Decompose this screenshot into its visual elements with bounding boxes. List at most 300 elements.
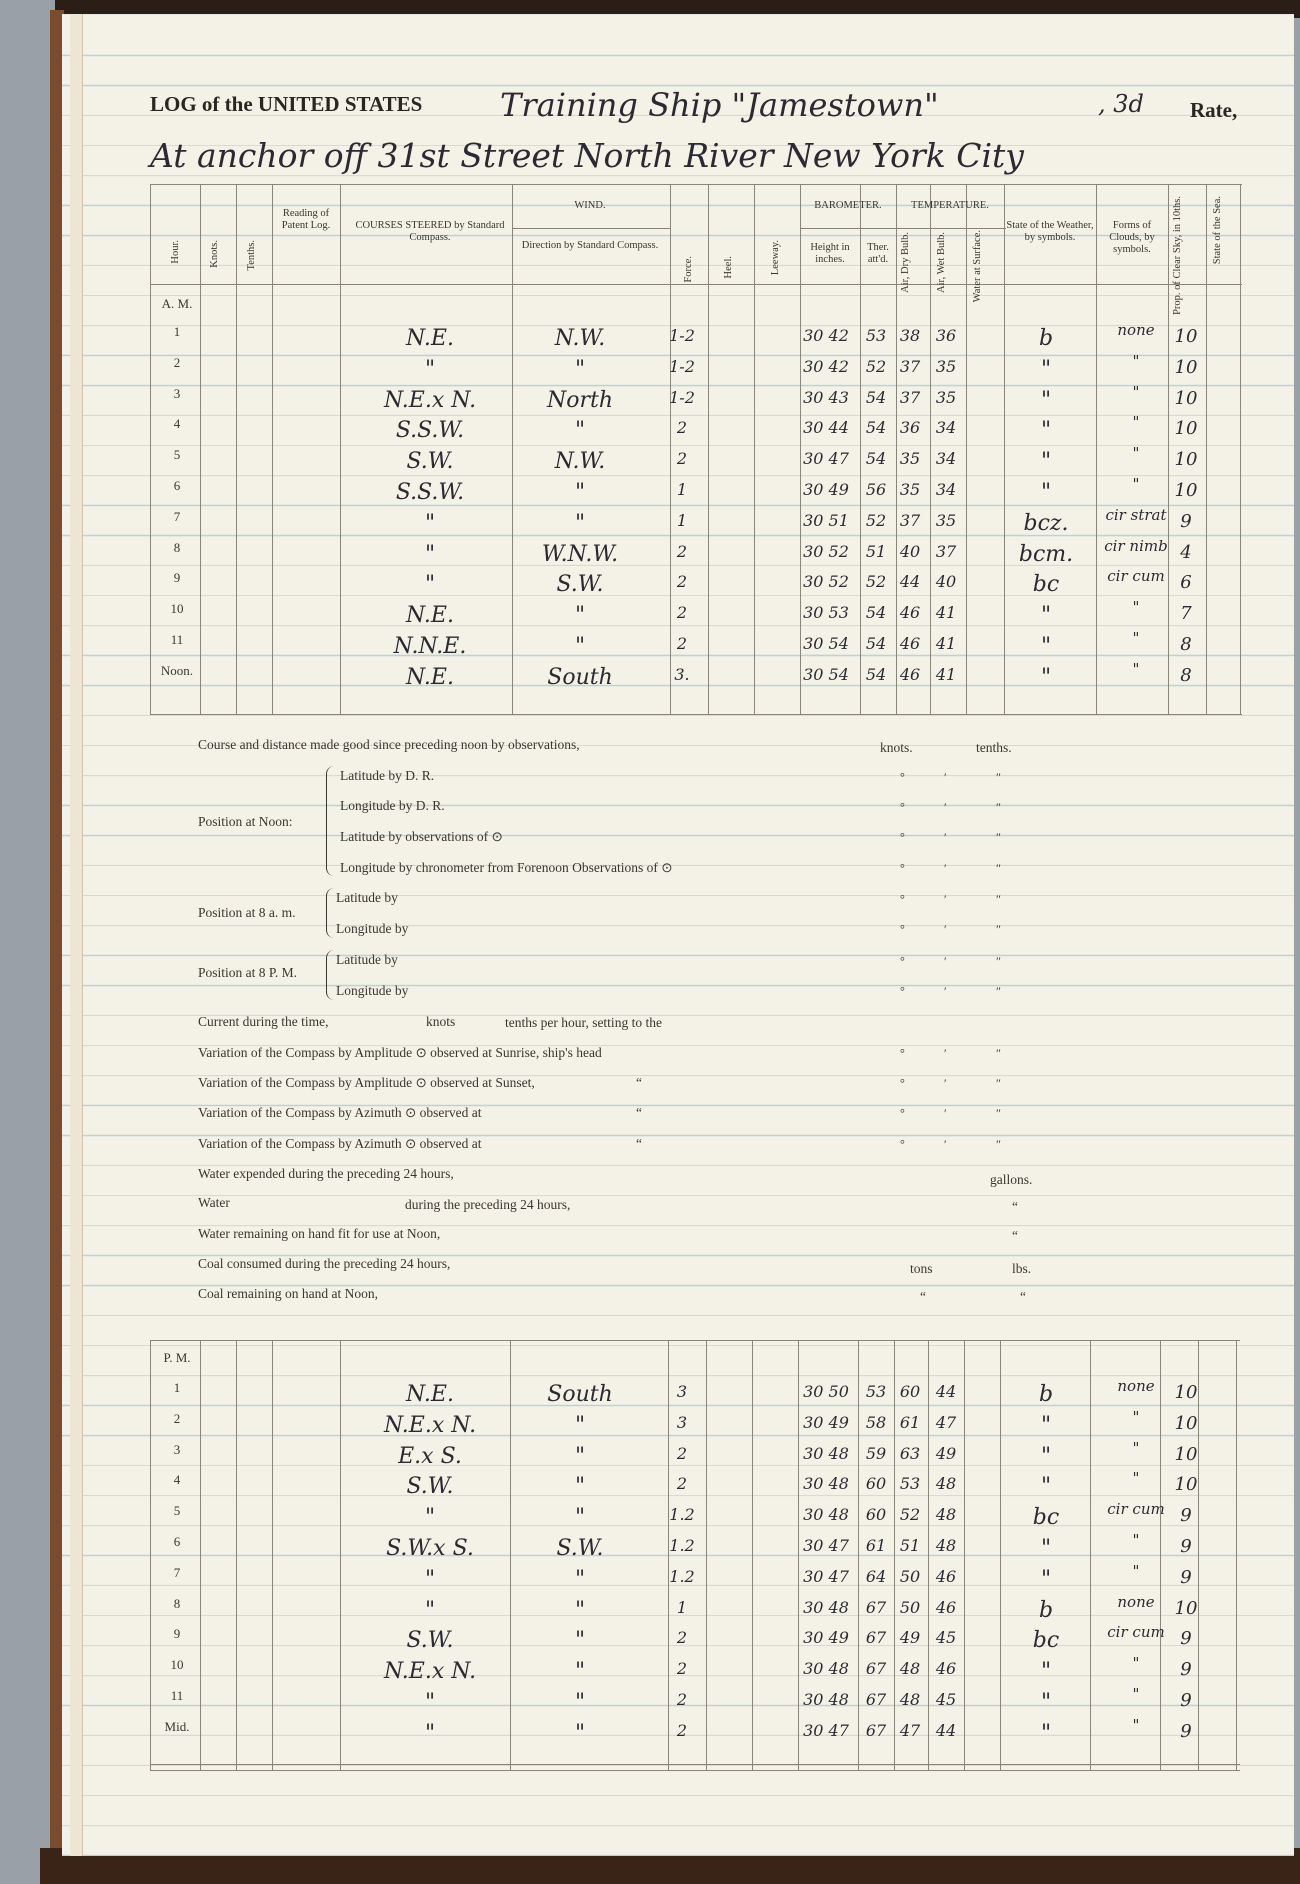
table-rule	[150, 184, 1242, 185]
hour-cell: 8	[173, 1595, 181, 1611]
course-cell: "	[424, 1720, 436, 1746]
wind-cell: "	[574, 1659, 586, 1685]
wind-cell: "	[574, 356, 586, 382]
ditto-mark: “	[920, 1289, 926, 1304]
clear-cell: 10	[1174, 1474, 1198, 1496]
wet-cell: 47	[935, 1412, 957, 1432]
col-temperature: TEMPERATURE.	[911, 200, 989, 211]
position-8pm-label: Position at 8 P. M.	[198, 965, 298, 980]
hour-cell: 3	[173, 385, 181, 401]
height-cell: 30 47	[803, 1536, 849, 1555]
height-cell: 30 54	[803, 634, 849, 653]
col-wind: WIND.	[574, 200, 606, 211]
coordinate-mark: ′	[944, 861, 947, 875]
weather-cell: b	[1038, 1382, 1054, 1407]
water-expended-label: Water expended during the preceding 24 hours,	[198, 1166, 454, 1181]
weather-cell: "	[1040, 1536, 1052, 1561]
clouds-cell: "	[1132, 1438, 1140, 1457]
course-cell: N.E.	[406, 664, 454, 690]
course-cell: N.E.	[406, 326, 454, 351]
dry-cell: 50	[899, 1566, 921, 1586]
clouds-cell: "	[1132, 1407, 1140, 1426]
var-sunset-label: Variation of the Compass by Amplitude ⊙ observed at Sunset,	[198, 1075, 535, 1090]
dry-cell: 51	[899, 1536, 921, 1555]
pm-row	[0, 1532, 1300, 1562]
am-row	[0, 599, 1300, 629]
dry-cell: 46	[899, 603, 921, 623]
clouds-cell: "	[1132, 1531, 1140, 1549]
coordinate-mark: ″	[996, 830, 1001, 844]
am-row	[0, 538, 1300, 568]
ditto-mark: “	[636, 1136, 642, 1151]
coordinate-mark: °	[900, 1076, 905, 1090]
table-rule	[150, 1340, 1240, 1341]
coordinate-mark: ″	[996, 984, 1001, 998]
col-heel: Heel.	[723, 256, 734, 279]
dry-cell: 46	[899, 634, 921, 653]
clear-cell: 10	[1174, 1597, 1198, 1619]
coordinate-mark: ′	[944, 770, 947, 784]
wet-cell: 35	[935, 387, 957, 407]
course-cell: S.W.	[406, 1474, 454, 1500]
pm-row	[0, 1501, 1300, 1531]
pm-row	[0, 1655, 1300, 1685]
height-cell: 30 47	[803, 1720, 849, 1740]
force-cell: 2	[676, 1690, 688, 1709]
hour-cell: 9	[173, 570, 181, 586]
wet-cell: 34	[935, 480, 957, 499]
weather-cell: bcz.	[1023, 510, 1069, 536]
col-dry-bulb: Air, Dry Bulb.	[900, 232, 911, 293]
force-cell: 1.2	[669, 1536, 695, 1555]
height-cell: 30 54	[803, 664, 849, 684]
wet-cell: 41	[935, 603, 957, 623]
dry-cell: 35	[899, 449, 921, 469]
hour-cell: 10	[170, 601, 184, 617]
hour-cell: 4	[173, 416, 181, 432]
clear-cell: 8	[1180, 664, 1192, 686]
course-cell: S.W.	[406, 449, 454, 475]
coordinate-mark: ′	[944, 830, 947, 844]
am-row	[0, 507, 1300, 537]
height-cell: 30 47	[803, 1566, 849, 1586]
height-cell: 30 53	[803, 603, 849, 623]
ther-cell: 60	[865, 1505, 887, 1525]
weather-cell: bc	[1032, 1505, 1060, 1531]
weather-cell: "	[1040, 1659, 1052, 1685]
weather-cell: "	[1040, 356, 1052, 382]
course-cell: N.E.x N.	[383, 1659, 477, 1685]
hour-cell: Noon.	[160, 662, 194, 678]
wet-cell: 44	[935, 1382, 957, 1401]
coordinate-mark: °	[900, 830, 905, 844]
pm-row	[0, 1409, 1300, 1439]
current-knots-label: knots	[426, 1014, 456, 1029]
water-label: Water	[198, 1195, 230, 1210]
hour-cell: 5	[173, 447, 181, 463]
weather-cell: bcm.	[1018, 541, 1074, 567]
wet-cell: 44	[935, 1720, 957, 1740]
col-wind-direction: Direction by Standard Compass.	[521, 240, 659, 251]
ther-cell: 53	[865, 326, 887, 345]
clear-cell: 7	[1180, 603, 1192, 625]
clouds-cell: "	[1132, 475, 1140, 493]
ditto-mark: “	[1020, 1289, 1026, 1304]
col-patent-log: Reading of Patent Log.	[281, 208, 331, 231]
am-row	[0, 353, 1300, 383]
force-cell: 1	[676, 480, 688, 499]
weather-cell: "	[1040, 1566, 1052, 1592]
coordinate-mark: ″	[996, 770, 1001, 784]
wet-cell: 40	[935, 572, 957, 592]
coordinate-mark: ″	[996, 1046, 1001, 1060]
course-cell: N.E.	[406, 1382, 454, 1407]
dry-cell: 36	[899, 418, 921, 438]
am8-brace	[326, 888, 335, 938]
coordinate-mark: ″	[996, 892, 1001, 906]
pm-row	[0, 1563, 1300, 1593]
col-sea: State of the Sea.	[1212, 196, 1223, 265]
force-cell: 2	[676, 541, 688, 561]
wind-cell: South	[547, 1382, 613, 1407]
wet-cell: 48	[935, 1505, 957, 1525]
weather-cell: "	[1040, 449, 1052, 475]
hour-cell: Mid.	[164, 1718, 190, 1734]
dry-cell: 37	[899, 356, 921, 376]
weather-cell: "	[1040, 664, 1052, 690]
am-row	[0, 661, 1300, 691]
wind-cell: "	[574, 1597, 586, 1623]
wet-cell: 35	[935, 510, 957, 530]
col-ther: Ther. att'd.	[867, 242, 889, 265]
hour-cell: 10	[170, 1657, 184, 1673]
wind-cell: W.N.W.	[541, 541, 619, 567]
dry-cell: 52	[899, 1505, 921, 1525]
clear-cell: 10	[1174, 418, 1198, 440]
ther-cell: 67	[865, 1628, 887, 1648]
dry-cell: 38	[899, 326, 921, 345]
hour-cell: 7	[173, 508, 181, 524]
ditto-mark: “	[1012, 1228, 1018, 1243]
height-cell: 30 49	[803, 1412, 849, 1432]
hour-cell: 11	[170, 1688, 184, 1703]
pm-row	[0, 1717, 1300, 1747]
coordinate-mark: °	[900, 800, 905, 814]
height-cell: 30 47	[803, 449, 849, 469]
hour-cell: 7	[173, 1564, 181, 1580]
clear-cell: 6	[1180, 572, 1192, 594]
clouds-cell: "	[1132, 1654, 1140, 1673]
weather-cell: "	[1040, 1412, 1052, 1438]
dry-cell: 35	[899, 480, 921, 499]
table-rule	[150, 1764, 1240, 1765]
wind-cell: S.W.	[556, 572, 604, 598]
wet-cell: 49	[935, 1443, 957, 1463]
force-cell: 2	[676, 1659, 688, 1679]
clear-cell: 9	[1180, 1720, 1192, 1742]
table-rule	[150, 284, 1242, 285]
log-title: LOG of the UNITED STATES	[150, 92, 423, 116]
course-cell: "	[424, 572, 436, 598]
force-cell: 2	[676, 572, 688, 592]
clouds-cell: cir strat	[1105, 505, 1167, 524]
wind-cell: "	[574, 634, 586, 659]
water-during-label: during the preceding 24 hours,	[405, 1197, 571, 1212]
height-cell: 30 42	[803, 356, 849, 376]
pm-row	[0, 1686, 1300, 1716]
wet-cell: 36	[935, 326, 957, 345]
clouds-cell: "	[1132, 444, 1140, 463]
hour-cell: 8	[173, 539, 181, 555]
height-cell: 30 48	[803, 1505, 849, 1525]
weather-cell: b	[1038, 326, 1054, 351]
height-cell: 30 49	[803, 480, 849, 499]
force-cell: 2	[676, 449, 688, 469]
clouds-cell: cir cum	[1107, 567, 1165, 586]
col-wet-bulb: Air, Wet Bulb.	[936, 232, 947, 293]
course-cell: "	[424, 510, 436, 536]
ther-cell: 52	[865, 510, 887, 530]
clear-cell: 9	[1180, 510, 1192, 532]
force-cell: 3	[676, 1412, 688, 1432]
pm-row	[0, 1470, 1300, 1500]
course-cell: S.S.W.	[395, 418, 465, 444]
wind-cell: "	[574, 1690, 586, 1715]
force-cell: 1.2	[669, 1505, 695, 1525]
force-cell: 1-2	[669, 326, 695, 345]
clear-cell: 10	[1174, 356, 1198, 378]
ther-cell: 54	[865, 603, 887, 623]
hour-cell: 2	[173, 1410, 181, 1426]
col-height: Height in inches.	[810, 242, 850, 265]
clouds-cell: cir cum	[1107, 1623, 1165, 1642]
ship-name: Training Ship "Jamestown"	[500, 86, 939, 124]
wet-cell: 46	[935, 1597, 957, 1617]
wind-cell: "	[574, 603, 586, 629]
clouds-cell: "	[1132, 1561, 1140, 1580]
wind-cell: "	[574, 480, 586, 505]
hour-cell: 6	[173, 478, 181, 493]
height-cell: 30 52	[803, 541, 849, 561]
hour-cell: 6	[173, 1534, 181, 1549]
weather-cell: "	[1040, 1443, 1052, 1469]
dry-cell: 37	[899, 387, 921, 407]
lat-dr-label: Latitude by D. R.	[340, 768, 435, 783]
ther-cell: 67	[865, 1720, 887, 1740]
table-rule	[150, 714, 1242, 715]
dry-cell: 40	[899, 541, 921, 561]
am-row	[0, 445, 1300, 475]
force-cell: 1-2	[669, 387, 695, 407]
coordinate-mark: °	[900, 1046, 905, 1060]
current-label: Current during the time,	[198, 1014, 329, 1029]
course-cell: N.E.	[406, 603, 454, 629]
wind-cell: North	[546, 387, 614, 413]
height-cell: 30 42	[803, 326, 849, 345]
clear-cell: 8	[1180, 634, 1192, 655]
clouds-cell: "	[1132, 598, 1140, 617]
long-dr-label: Longitude by D. R.	[340, 798, 445, 813]
coordinate-mark: °	[900, 892, 905, 906]
col-courses: COURSES STEERED by Standard Compass.	[355, 220, 505, 243]
force-cell: 1.2	[669, 1566, 695, 1586]
var-sunrise-label: Variation of the Compass by Amplitude ⊙ observed at Sunrise, ship's head	[198, 1045, 602, 1060]
ther-cell: 53	[865, 1382, 887, 1401]
position-8am-label: Position at 8 a. m.	[198, 905, 296, 920]
weather-cell: "	[1040, 1690, 1052, 1715]
dry-cell: 60	[899, 1382, 921, 1401]
wet-cell: 46	[935, 1566, 957, 1586]
hour-cell: 3	[173, 1441, 181, 1457]
force-cell: 2	[676, 1474, 688, 1494]
pm-label: P. M.	[163, 1350, 191, 1365]
coordinate-mark: °	[900, 770, 905, 784]
clouds-cell: "	[1132, 1469, 1140, 1488]
course-distance-label: Course and distance made good since preceding noon by observations,	[198, 737, 580, 752]
coordinate-mark: ′	[944, 954, 947, 968]
height-cell: 30 52	[803, 572, 849, 592]
hour-cell: 11	[170, 632, 184, 647]
am-row	[0, 568, 1300, 598]
weather-cell: "	[1040, 634, 1052, 659]
table-rule	[800, 228, 1006, 229]
pm-row	[0, 1440, 1300, 1470]
wind-cell: "	[574, 1443, 586, 1469]
course-cell: S.S.W.	[395, 480, 465, 505]
hour-cell: 9	[173, 1626, 181, 1642]
course-cell: S.W.	[406, 1628, 454, 1654]
hour-cell: 2	[173, 354, 181, 370]
coordinate-mark: ″	[996, 800, 1001, 814]
clouds-cell: cir cum	[1107, 1500, 1165, 1519]
am-row	[0, 322, 1300, 352]
clear-cell: 10	[1174, 1443, 1198, 1465]
wet-cell: 35	[935, 356, 957, 376]
dry-cell: 37	[899, 510, 921, 530]
lat-8am-label: Latitude by	[336, 890, 398, 905]
weather-cell: bc	[1032, 1628, 1060, 1654]
dry-cell: 53	[899, 1474, 921, 1494]
long-chron-label: Longitude by chronometer from Forenoon Observations of ⊙	[340, 860, 673, 875]
coordinate-mark: ″	[996, 954, 1001, 968]
height-cell: 30 48	[803, 1659, 849, 1679]
ther-cell: 54	[865, 418, 887, 438]
wind-cell: N.W.	[554, 326, 606, 351]
force-cell: 2	[676, 634, 688, 653]
clear-cell: 10	[1174, 1382, 1198, 1403]
coordinate-mark: °	[900, 922, 905, 936]
clear-cell: 10	[1174, 480, 1198, 501]
force-cell: 2	[676, 418, 688, 438]
rate-label: Rate,	[1190, 98, 1238, 122]
ditto-mark: “	[636, 1075, 642, 1090]
clear-cell: 4	[1180, 541, 1192, 563]
ther-cell: 52	[865, 356, 887, 376]
weather-cell: b	[1038, 1597, 1054, 1623]
coordinate-mark: ′	[944, 1137, 947, 1151]
col-clouds: Forms of Clouds, by symbols.	[1109, 220, 1155, 255]
clear-cell: 9	[1180, 1690, 1192, 1711]
clouds-cell: none	[1117, 1377, 1155, 1395]
ship-rate: , 3d	[1098, 90, 1144, 118]
clouds-cell: cir nimb	[1104, 536, 1168, 555]
coordinate-mark: °	[900, 1106, 905, 1120]
ship-location: At anchor off 31st Street North River New York City	[150, 136, 1024, 175]
ther-cell: 59	[865, 1443, 887, 1463]
weather-cell: bc	[1032, 572, 1060, 598]
ther-cell: 54	[865, 387, 887, 407]
lat-obs-label: Latitude by observations of ⊙	[340, 829, 503, 844]
weather-cell: "	[1040, 1474, 1052, 1500]
height-cell: 30 48	[803, 1474, 849, 1494]
course-cell: N.N.E.	[393, 634, 467, 659]
force-cell: 2	[676, 1443, 688, 1463]
hour-cell: 5	[173, 1503, 181, 1519]
clouds-cell: none	[1117, 321, 1155, 339]
clear-cell: 9	[1180, 1536, 1192, 1557]
tons-label: tons	[910, 1261, 933, 1276]
current-rest-label: tenths per hour, setting to the	[505, 1015, 662, 1030]
pm-row	[0, 1594, 1300, 1624]
dry-cell: 44	[899, 572, 921, 592]
long-8am-label: Longitude by	[336, 921, 409, 936]
clouds-cell: "	[1132, 1715, 1140, 1734]
ther-cell: 60	[865, 1474, 887, 1494]
lbs-label: lbs.	[1012, 1261, 1032, 1276]
clouds-cell: "	[1132, 413, 1140, 432]
pm-row	[0, 1624, 1300, 1654]
weather-cell: "	[1040, 1720, 1052, 1746]
coordinate-mark: ′	[944, 1106, 947, 1120]
am-row	[0, 384, 1300, 414]
force-cell: 1	[676, 510, 688, 530]
ther-cell: 54	[865, 664, 887, 684]
coordinate-mark: ″	[996, 922, 1001, 936]
var-az2-label: Variation of the Compass by Azimuth ⊙ observed at	[198, 1136, 482, 1151]
clouds-cell: none	[1117, 1592, 1155, 1611]
dry-cell: 49	[899, 1628, 921, 1648]
height-cell: 30 43	[803, 387, 849, 407]
col-weather: State of the Weather, by symbols.	[1006, 220, 1094, 243]
wind-cell: "	[574, 1474, 586, 1500]
hour-cell: 1	[173, 324, 181, 339]
weather-cell: "	[1040, 603, 1052, 629]
clouds-cell: "	[1132, 1685, 1140, 1703]
clouds-cell: "	[1132, 351, 1140, 370]
ther-cell: 56	[865, 480, 887, 499]
pm-row	[0, 1378, 1300, 1408]
am-row	[0, 630, 1300, 660]
ther-cell: 67	[865, 1659, 887, 1679]
col-leeway: Leeway.	[770, 240, 781, 276]
course-cell: S.W.x S.	[386, 1536, 474, 1561]
dry-cell: 61	[899, 1412, 921, 1432]
var-az1-label: Variation of the Compass by Azimuth ⊙ observed at	[198, 1105, 482, 1120]
height-cell: 30 44	[803, 418, 849, 438]
coordinate-mark: ″	[996, 1137, 1001, 1151]
ther-cell: 58	[865, 1412, 887, 1432]
dry-cell: 48	[899, 1690, 921, 1709]
wet-cell: 46	[935, 1659, 957, 1679]
wind-cell: "	[574, 1720, 586, 1746]
wet-cell: 45	[935, 1690, 957, 1709]
clear-cell: 9	[1180, 1566, 1192, 1588]
wet-cell: 48	[935, 1474, 957, 1494]
ther-cell: 67	[865, 1597, 887, 1617]
weather-cell: "	[1040, 480, 1052, 505]
wind-cell: S.W.	[556, 1536, 604, 1561]
wind-cell: N.W.	[554, 449, 606, 475]
